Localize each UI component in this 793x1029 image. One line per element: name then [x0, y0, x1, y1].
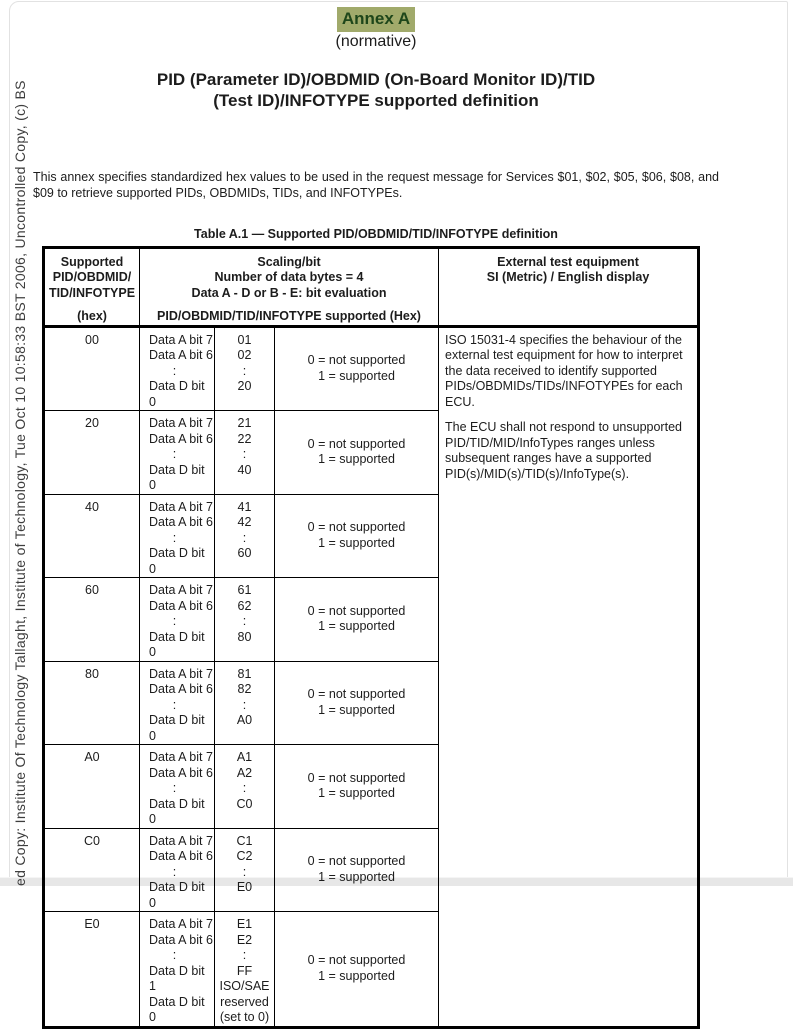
header-external-equipment — [439, 247, 699, 326]
cell-line: Data A bit 6 — [149, 598, 213, 613]
support-flag-cell — [275, 578, 439, 662]
sidebar-watermark: ed Copy: Institute Of Technology Tallaght, Institute of Technology, Tue Oct 10 10:58:33 BST 2006, Uncontrolled Copy, (c) BS — [12, 80, 28, 886]
cell-line: PID/OBDMID/TID/INFOTYPE supported (Hex) — [157, 309, 421, 324]
cell-line: Data D bit 0 — [149, 379, 205, 409]
cell-line: 0 = not supported — [307, 603, 406, 618]
cell-line: 1 = supported — [318, 619, 395, 634]
cell-line: Data D bit 1 — [149, 963, 205, 994]
cell-line: 0 = not supported — [307, 520, 406, 535]
cell-line — [140, 301, 438, 309]
hex-range-cell: 60 — [44, 578, 140, 662]
cell-line: Data D bit 0 — [149, 629, 205, 660]
hex-values-cell — [215, 745, 275, 829]
cell-line: Data A bit 6 — [149, 932, 213, 947]
cell-line: Data A bit 7 — [149, 833, 213, 848]
cell-line: E1 — [236, 917, 253, 932]
cell-line: 0 = not supported — [307, 770, 406, 785]
table-caption: Table A.1 — Supported PID/OBDMID/TID/INFOTYPE definition — [194, 226, 558, 241]
cell-line: (set to 0) — [219, 1010, 270, 1025]
cell-line: Data A bit 6 — [149, 765, 213, 780]
normative-label: (normative) — [335, 33, 417, 50]
intro-paragraph: This annex specifies standardized hex values to be used in the request message for Services $01, $02, $05, $06, $08, and $09 to retrieve supported PIDs, OBDMIDs, TIDs, and INFOTYPEs. — [33, 170, 719, 200]
hex-values-cell — [215, 578, 275, 662]
annex-title — [33, 0, 719, 32]
hex-values-cell — [215, 828, 275, 912]
bit-labels-cell — [140, 912, 215, 1028]
annex-highlight: Annex A — [337, 7, 415, 32]
cell-line: SI (Metric) / English display — [486, 270, 650, 285]
cell-line: 1 = supported — [318, 968, 395, 983]
support-flag-cell — [275, 912, 439, 1028]
cell-line: Data D bit 0 — [149, 546, 205, 576]
cell-line: : — [242, 530, 247, 545]
support-flag-cell — [275, 661, 439, 745]
cell-line: 1 = supported — [318, 786, 395, 801]
equipment-notes-cell — [439, 326, 699, 1027]
cell-line: 20 — [237, 379, 252, 394]
cell-line: 01 — [237, 332, 252, 347]
cell-line: PID (Parameter ID)/OBDMID (On-Board Monitor ID)/TID — [156, 70, 596, 89]
cell-line: Data A - D or B - E: bit evaluation — [191, 285, 387, 300]
cell-line: Data A bit 7 — [149, 583, 213, 598]
supported-definition-table — [42, 246, 700, 1029]
bit-labels-cell — [140, 411, 215, 495]
cell-line: Data A bit 7 — [149, 499, 213, 514]
hex-range-cell: E0 — [44, 912, 140, 1028]
cell-line: 1 = supported — [318, 368, 395, 383]
cell-line: : — [172, 530, 177, 545]
cell-line: E2 — [236, 932, 253, 947]
cell-line: : — [172, 447, 177, 462]
cell-line: : — [242, 948, 247, 963]
cell-line: Data D bit 0 — [149, 880, 205, 910]
cell-line: : — [172, 948, 177, 963]
support-flag-cell — [275, 326, 439, 411]
cell-line: : — [172, 363, 177, 378]
cell-line: : — [172, 614, 177, 629]
cell-line: : — [172, 864, 177, 879]
header-scaling-bit — [140, 247, 439, 326]
cell-line: 1 = supported — [318, 869, 395, 884]
cell-line: 80 — [237, 629, 252, 644]
hex-range-cell: C0 — [44, 828, 140, 912]
cell-line: 61 — [237, 583, 252, 598]
cell-line: 1 = supported — [318, 452, 395, 467]
cell-line: Data A bit 6 — [149, 682, 213, 697]
cell-line: 0 = not supported — [307, 854, 406, 869]
cell-line: 40 — [237, 462, 252, 477]
cell-line: 1 = supported — [318, 702, 395, 717]
bit-labels-cell — [140, 828, 215, 912]
cell-line: Supported — [60, 254, 124, 269]
cell-line: 0 = not supported — [307, 953, 406, 968]
cell-line: (hex) — [77, 309, 107, 324]
hex-range-cell: 80 — [44, 661, 140, 745]
cell-line: Data A bit 7 — [149, 666, 213, 681]
cell-line — [45, 301, 139, 309]
cell-line: A2 — [236, 765, 253, 780]
cell-line: 0 = not supported — [307, 687, 406, 702]
cell-line: Data A bit 6 — [149, 348, 213, 363]
cell-line: : — [242, 614, 247, 629]
cell-line: 0 = not supported — [307, 436, 406, 451]
cell-line: Data A bit 6 — [149, 849, 213, 864]
support-flag-cell — [275, 411, 439, 495]
cell-line: E0 — [236, 880, 253, 895]
cell-line: Data A bit 7 — [149, 917, 213, 932]
cell-line: 81 — [237, 666, 252, 681]
hex-values-cell — [215, 494, 275, 578]
hex-values-cell — [215, 326, 275, 411]
cell-line: 82 — [237, 682, 252, 697]
cell-line: : — [242, 447, 247, 462]
hex-range-cell: 00 — [44, 326, 140, 411]
bit-labels-cell — [140, 494, 215, 578]
cell-line: Data A bit 7 — [149, 750, 213, 765]
cell-line: : — [242, 697, 247, 712]
cell-line: TID/INFOTYPE — [48, 285, 136, 300]
equipment-paragraph: The ECU shall not respond to unsupported PID/TID/MID/InfoTypes ranges unless subsequent ranges have a supported PID(s)/MID(s)/TID(s)/InfoType(s). — [445, 420, 682, 481]
table-row — [44, 326, 699, 411]
cell-line: : — [242, 864, 247, 879]
cell-line: 62 — [237, 598, 252, 613]
support-flag-cell — [275, 828, 439, 912]
header-supported-hex — [44, 247, 140, 326]
cell-line: A0 — [236, 713, 253, 728]
cell-line: C0 — [236, 796, 253, 811]
cell-line: (Test ID)/INFOTYPE supported definition — [213, 91, 539, 110]
cell-line: Number of data bytes = 4 — [214, 270, 364, 285]
hex-values-cell — [215, 912, 275, 1028]
bit-labels-cell — [140, 745, 215, 829]
cell-line: C2 — [236, 849, 253, 864]
hex-values-cell — [215, 661, 275, 745]
cell-line: A1 — [236, 750, 253, 765]
support-flag-cell — [275, 745, 439, 829]
cell-line: Data A bit 7 — [149, 416, 213, 431]
cell-line: 0 = not supported — [307, 353, 406, 368]
hex-range-cell: 20 — [44, 411, 140, 495]
cell-line: Data D bit 0 — [149, 994, 205, 1025]
hex-range-cell: A0 — [44, 745, 140, 829]
cell-line: Data A bit 6 — [149, 431, 213, 446]
bit-labels-cell — [140, 578, 215, 662]
hex-range-cell: 40 — [44, 494, 140, 578]
document-heading — [33, 69, 719, 111]
cell-line: 22 — [237, 431, 252, 446]
support-flag-cell — [275, 494, 439, 578]
cell-line: : — [172, 697, 177, 712]
cell-line: Data D bit 0 — [149, 796, 205, 827]
cell-line: Data D bit 0 — [149, 462, 205, 493]
cell-line: : — [242, 781, 247, 796]
cell-line: 41 — [237, 499, 252, 514]
cell-line: PID/OBDMID/ — [52, 270, 132, 285]
cell-line: External test equipment — [497, 254, 639, 269]
document-page — [33, 0, 719, 1029]
hex-values-cell — [215, 411, 275, 495]
table-header-row — [44, 247, 699, 326]
cell-line: : — [242, 363, 247, 378]
cell-line: Data A bit 6 — [149, 515, 213, 530]
cell-line: : — [172, 781, 177, 796]
cell-line: FF — [236, 963, 253, 978]
bit-labels-cell — [140, 326, 215, 411]
cell-line: 02 — [237, 348, 252, 363]
cell-line: ISO/SAE — [219, 979, 270, 994]
cell-line: Data D bit 0 — [149, 713, 205, 743]
cell-line: C1 — [236, 833, 253, 848]
equipment-paragraph: ISO 15031-4 specifies the behaviour of the external test equipment for how to interpret the data received to identify supported PIDs/OBDMIDs/TIDs/INFOTYPEs for each ECU. — [445, 332, 683, 409]
cell-line: Scaling/bit — [257, 254, 321, 269]
cell-line: 21 — [237, 416, 252, 431]
cell-line: 60 — [237, 546, 252, 561]
cell-line: Data A bit 7 — [149, 332, 213, 347]
bit-labels-cell — [140, 661, 215, 745]
cell-line: reserved — [220, 994, 269, 1009]
cell-line: 42 — [237, 515, 252, 530]
cell-line: 1 = supported — [318, 535, 395, 550]
